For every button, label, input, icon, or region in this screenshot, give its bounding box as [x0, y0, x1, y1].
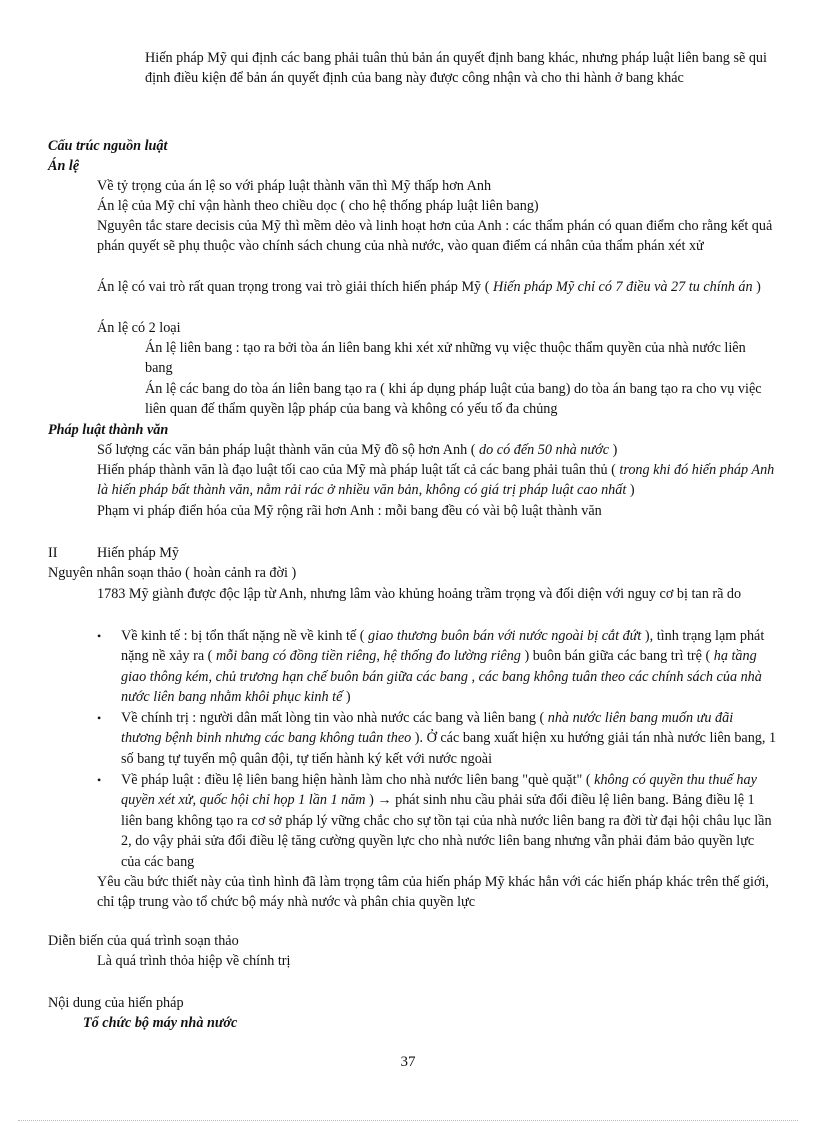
an-le-p2: Án lệ của Mỹ chỉ vận hành theo chiều dọc ( cho hệ thống pháp luật liên bang)	[97, 198, 539, 214]
an-le-p4-end: )	[752, 279, 761, 295]
bullet-kinh-te	[121, 626, 777, 708]
bullet-kinh-te-e: ) buôn bán giữa các bang trì trệ (	[520, 648, 714, 665]
nguyen-nhan-conclusion: Yêu cầu bức thiết này của tình hình đã làm trọng tâm của hiến pháp Mỹ khác hẳn với các hiến pháp khác trên thế giới, chỉ tập trung vào tổ chức bộ máy nhà nước và phân chia quyền lực	[97, 874, 769, 911]
an-le-p3: Nguyên tắc stare decisis của Mỹ thì mềm dẻo và linh hoạt hơn của Anh : các thẩm phán có quan điểm cho rằng kết quả phán quyết sẽ phụ thuộc vào chính sách chung của nhà nước, vào quan điểm cá nhân của thẩm phán xét xử	[97, 218, 773, 255]
phap-luat-p1-end: )	[609, 442, 618, 458]
arrow-right-icon: →	[377, 792, 392, 809]
dien-bien-p1: Là quá trình thỏa hiệp về chính trị	[97, 953, 291, 969]
an-le-p4	[97, 277, 773, 297]
heading-nguyen-nhan: Nguyên nhân soạn thảo ( hoàn cảnh ra đời )	[48, 565, 297, 581]
intro-paragraph: Hiến pháp Mỹ qui định các bang phải tuân thủ bản án quyết định bang khác, nhưng pháp luật liên bang sẽ qui định điều kiện để bản án quyết định của bang này được công nhận và cho thi hành ở bang khác	[145, 50, 767, 87]
phap-luat-p2	[97, 460, 775, 501]
phap-luat-p1-text: Số lượng các văn bản pháp luật thành văn của Mỹ đồ sộ hơn Anh (	[97, 442, 480, 458]
bullet-phap-luat-c: )	[365, 792, 378, 809]
phap-luat-p1-italic: do có đến 50 nhà nước	[479, 442, 610, 458]
bullet-kinh-te-g: )	[342, 689, 351, 706]
bullet-kinh-te-a: Về kinh tế : bị tổn thất nặng nề về kinh tế (	[121, 628, 369, 644]
phap-luat-p1	[97, 440, 777, 460]
an-le-type-1: Án lệ liên bang : tạo ra bởi tòa án liên bang khi xét xử những vụ việc thuộc thẩm quyền của nhà nước liên bang	[145, 340, 746, 377]
an-le-p1: Về tỷ trọng của án lệ so với pháp luật thành văn thì Mỹ thấp hơn Anh	[97, 178, 492, 194]
bullet-kinh-te-d: mỗi bang có đồng tiền riêng, hệ thống đo lường riêng	[215, 648, 521, 665]
bullet-phap-luat-b: không có quyền thu thuế hay quyền xét xử, quốc hội chỉ họp 1 lần 1 năm	[121, 772, 757, 809]
an-le-p4-text: Án lệ có vai trò rất quan trọng trong vai trò giải thích hiến pháp Mỹ (	[97, 279, 493, 295]
an-le-p5: Án lệ có 2 loại	[97, 320, 181, 336]
page-number: 37	[400, 1054, 416, 1070]
bullet-chinh-tri-a: Về chính trị : người dân mất lòng tin vào nhà nước các bang và liên bang (	[121, 710, 548, 726]
bullet-chinh-tri-b: nhà nước liên bang muốn ưu đãi thương bệnh binh nhưng các bang không tuân theo	[121, 710, 734, 747]
page-bottom-divider	[18, 1120, 798, 1121]
phap-luat-p2-text: Hiến pháp thành văn là đạo luật tối cao của Mỹ mà pháp luật tất cả các bang phải tuân thủ (	[97, 462, 620, 478]
bullet-chinh-tri	[121, 708, 777, 769]
heading-noi-dung: Nội dung của hiến pháp	[48, 995, 184, 1011]
phap-luat-p3: Phạm vi pháp điển hóa của Mỹ rộng rãi hơn Anh : mỗi bang đều có vài bộ luật thành văn	[97, 503, 602, 519]
section-number: II	[48, 545, 58, 561]
heading-dien-bien: Diễn biến của quá trình soạn thảo	[48, 933, 239, 949]
heading-an-le: Án lệ	[48, 158, 80, 174]
bullet-kinh-te-b: giao thương buôn bán với nước ngoài bị cắt đứt	[368, 628, 642, 644]
phap-luat-p2-italic: trong khi đó hiến pháp Anh là hiến pháp bất thành văn, nằm rải rác ở nhiều văn bản, không có giá trị pháp luật cao nhất	[97, 462, 775, 499]
bullet-phap-luat-d: phát sinh nhu cầu phải sửa đổi điều lệ liên bang. Bảng điều lệ 1 liên bang không tạo ra cơ sở pháp lý vững chắc cho sự tồn tại của nhà nước liên bang ra đời từ đại hội châu lục lần 2, do vậy phải sửa đổi điều lệ tăng cường quyền lực cho nhà nước liên bang nhưng vẫn phải đảm bảo quyền lực của các bang	[121, 792, 772, 870]
an-le-p4-italic: Hiến pháp Mỹ chỉ có 7 điều và 27 tu chính án	[492, 279, 753, 295]
heading-phap-luat-thanh-van: Pháp luật thành văn	[48, 422, 169, 438]
bullet-marker: •	[97, 773, 102, 787]
heading-hien-phap-my: Hiến pháp Mỹ	[97, 545, 179, 561]
bullet-marker: •	[97, 711, 102, 725]
heading-to-chuc-bo-may: Tổ chức bộ máy nhà nước	[83, 1015, 238, 1031]
bullet-marker: •	[97, 629, 102, 643]
nguyen-nhan-p1: 1783 Mỹ giành được độc lập từ Anh, nhưng lâm vào khủng hoảng trầm trọng và đối diện với nguy cơ bị tan rã do	[97, 586, 742, 602]
bullet-chinh-tri-c: ). Ở các bang xuất hiện xu hướng giải tán nhà nước liên bang, 1 số bang tự tuyển mộ quân đội, tự tiến hành ký kết với nước ngoài	[121, 730, 777, 767]
an-le-type-2: Án lệ các bang do tòa án liên bang tạo ra ( khi áp dụng pháp luật của bang) do tòa án bang tạo ra cho vụ việc liên quan đế thẩm quyền lập pháp của bang và không có yếu tố đa chủng	[145, 381, 762, 418]
bullet-phap-luat	[121, 770, 777, 872]
heading-cau-truc-nguon-luat: Cấu trúc nguồn luật	[48, 138, 168, 154]
bullet-phap-luat-a: Về pháp luật : điều lệ liên bang hiện hành làm cho nhà nước liên bang "què quặt" (	[121, 772, 595, 788]
bullet-kinh-te-c: ), tình trạng lạm phát nặng nề xảy ra (	[121, 628, 765, 665]
phap-luat-p2-end: )	[626, 482, 635, 499]
bullet-kinh-te-f: hạ tầng giao thông kém, chủ trương hạn chế buôn bán giữa các bang , các bang không tuân theo các chính sách của nhà nước liên bang nhằm khôi phục kinh tế	[121, 648, 762, 706]
